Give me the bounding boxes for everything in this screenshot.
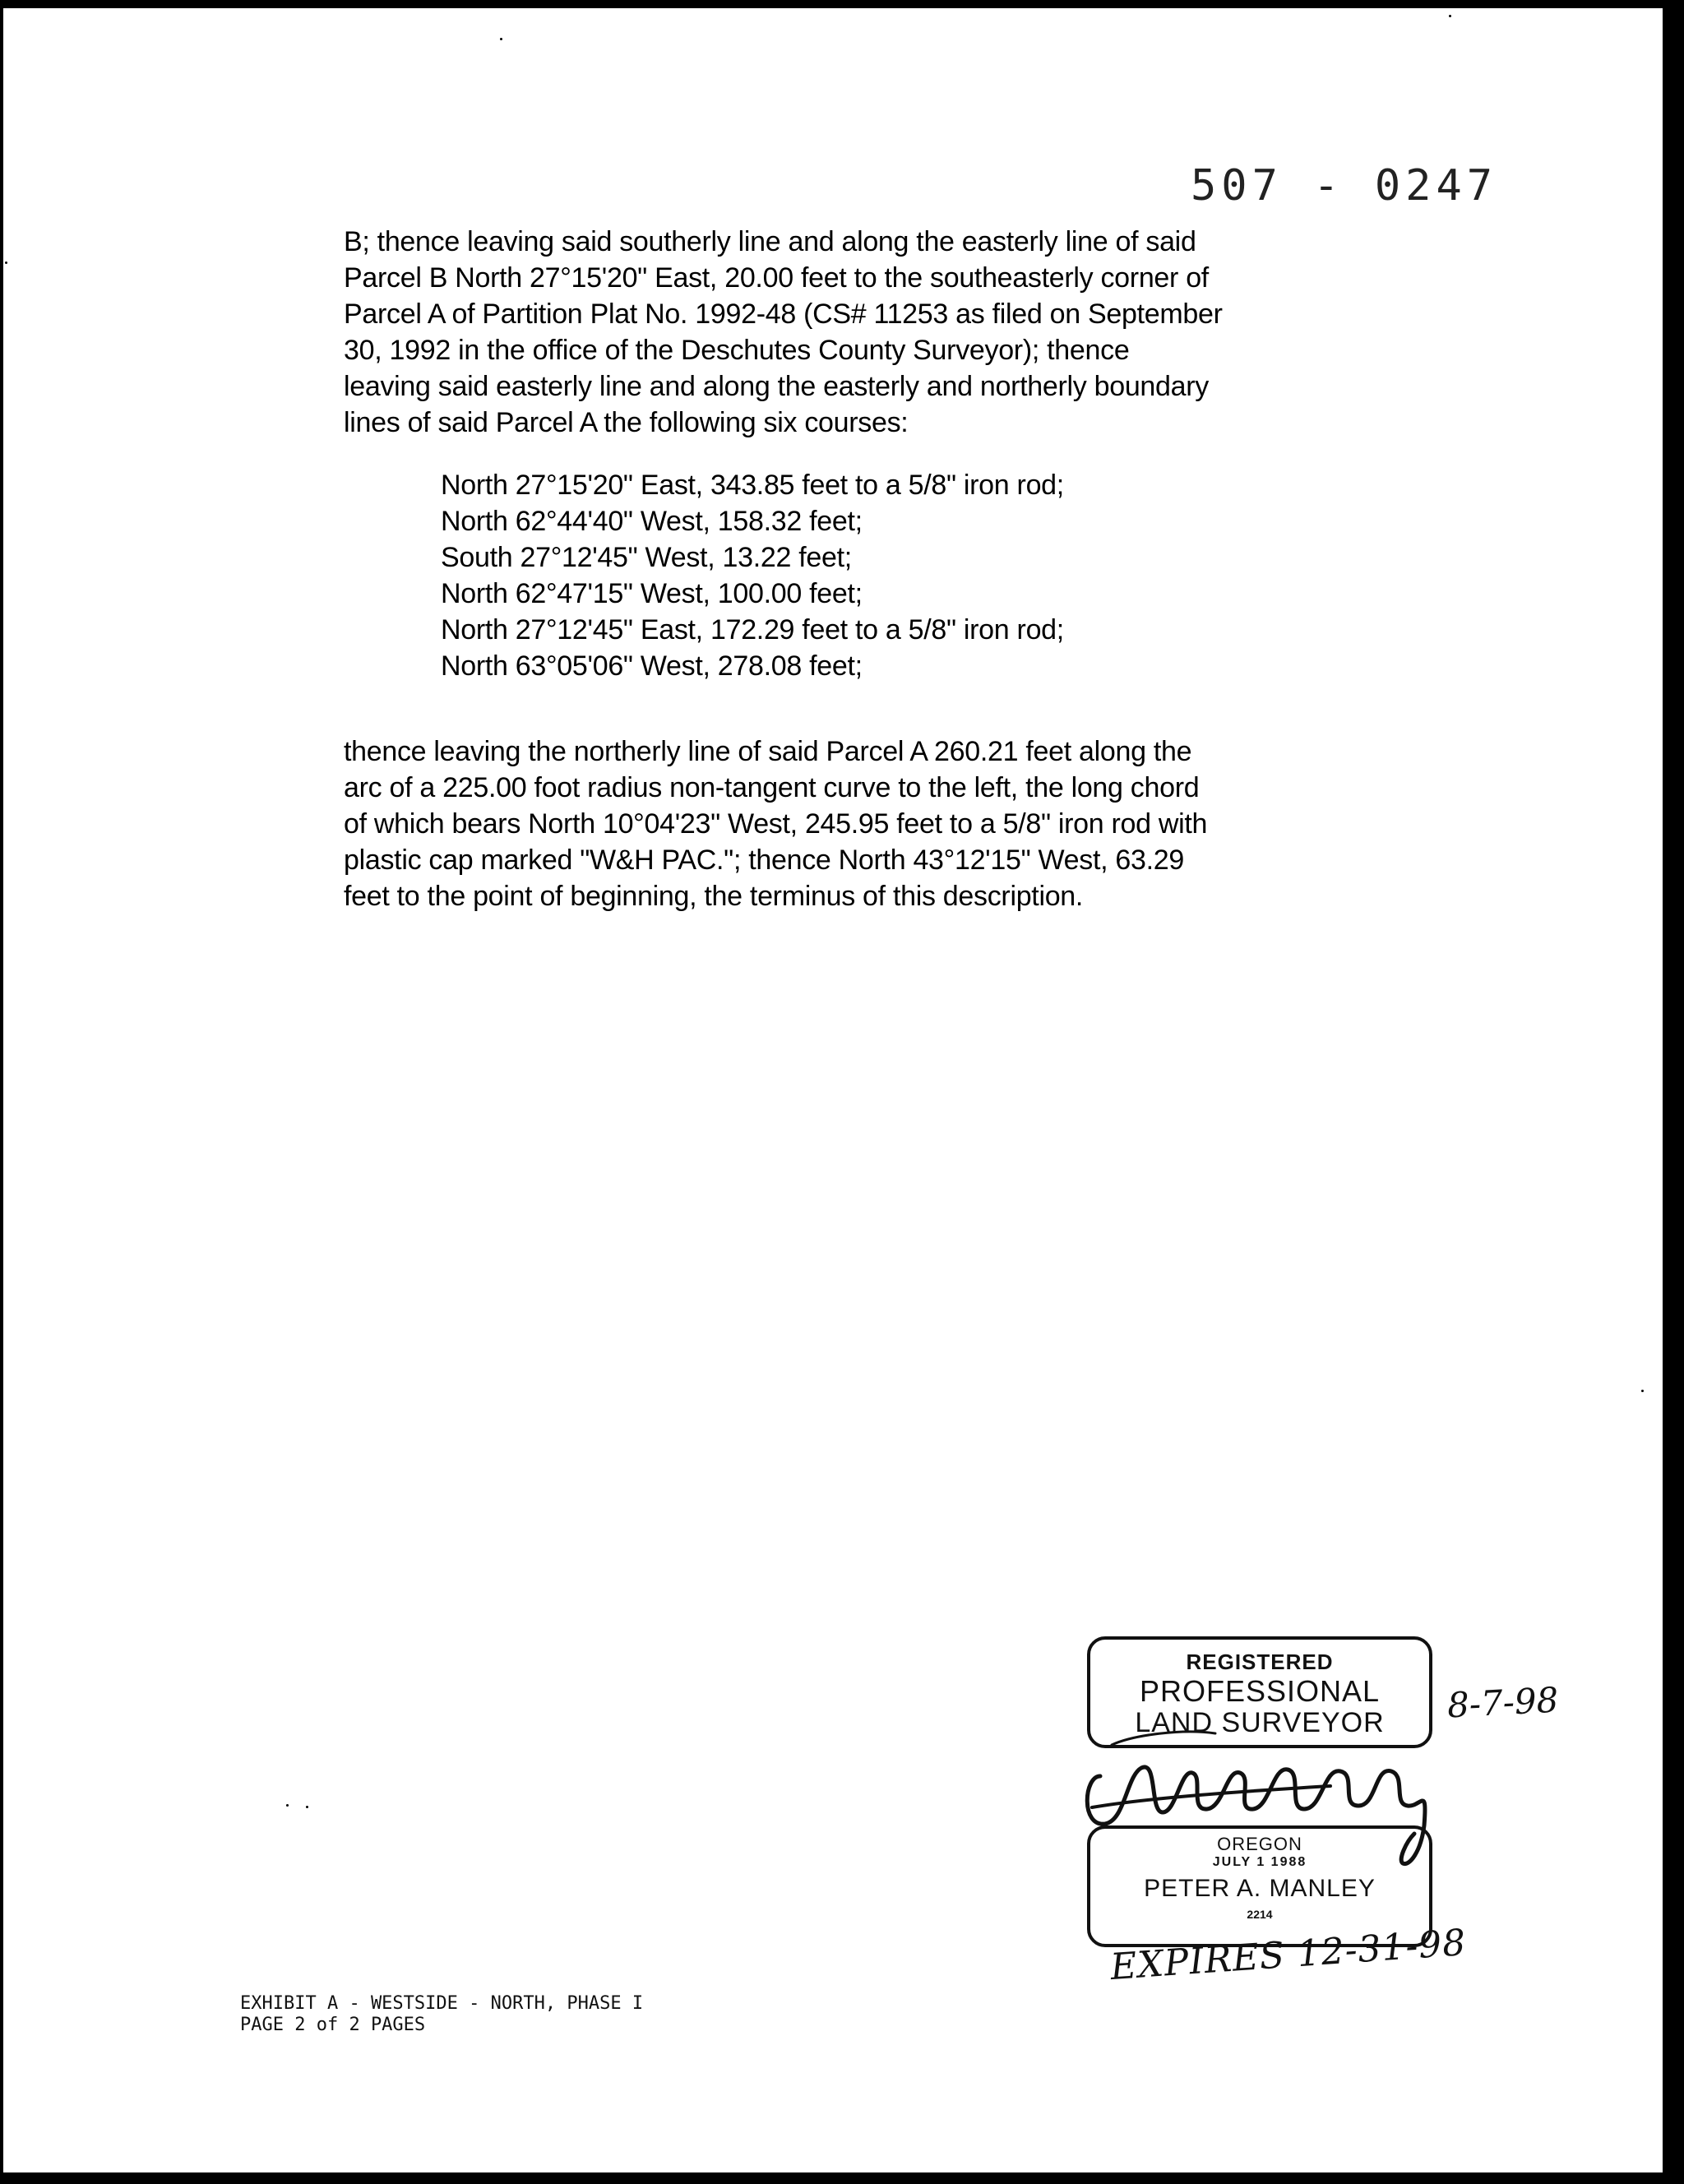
handwritten-date: 8-7-98: [1446, 1679, 1560, 1726]
surveyor-stamp: [1084, 1636, 1429, 1947]
scan-border-left: [0, 0, 3, 2184]
text-line: B; thence leaving said southerly line and along the easterly line of said: [344, 226, 1196, 257]
text-line: thence leaving the northerly line of said Parcel A 260.21 feet along the: [344, 736, 1192, 767]
course-line: North 27°12'45" East, 172.29 feet to a 5/8" iron rod;: [441, 614, 1064, 645]
stamp-license-number: 2214: [1247, 1908, 1273, 1921]
stamp-name: PETER A. MANLEY: [1144, 1875, 1376, 1902]
footer-page-line: PAGE 2 of 2 PAGES: [240, 2015, 426, 2035]
stamp-land-surveyor: LAND SURVEYOR: [1135, 1707, 1385, 1738]
text-line: arc of a 225.00 foot radius non-tangent curve to the left, the long chord: [344, 772, 1200, 803]
document-number: 507 - 0247: [1191, 161, 1498, 211]
text-line: leaving said easterly line and along the easterly and northerly boundary: [344, 371, 1209, 402]
stamp-state: OREGON: [1217, 1834, 1302, 1854]
scan-border-bottom: [0, 2172, 1684, 2184]
stamp-registered: REGISTERED: [1186, 1650, 1334, 1674]
scan-border-top: [0, 0, 1684, 8]
course-line: North 27°15'20" East, 343.85 feet to a 5/8" iron rod;: [441, 470, 1064, 501]
scan-speck: [286, 1804, 289, 1807]
scan-speck: [5, 261, 7, 264]
course-line: North 62°44'40" West, 158.32 feet;: [441, 506, 863, 537]
scan-speck: [500, 38, 502, 40]
text-line: feet to the point of beginning, the terminus of this description.: [344, 881, 1084, 912]
courses-list: [441, 467, 1427, 684]
course-line: North 63°05'06" West, 278.08 feet;: [441, 650, 863, 682]
description-paragraph-2: [344, 733, 1330, 914]
stamp-professional: PROFESSIONAL: [1139, 1674, 1381, 1708]
text-line: Parcel A of Partition Plat No. 1992-48 (CS# 11253 as filed on September: [344, 298, 1223, 330]
exhibit-footer: [240, 1993, 643, 2036]
scan-speck: [1641, 1390, 1644, 1392]
text-line: lines of said Parcel A the following six courses:: [344, 407, 909, 438]
footer-exhibit-line: EXHIBIT A - WESTSIDE - NORTH, PHASE I: [240, 1993, 644, 2014]
text-line: of which bears North 10°04'23" West, 245.95 feet to a 5/8" iron rod with: [344, 808, 1208, 840]
course-line: North 62°47'15" West, 100.00 feet;: [441, 578, 863, 609]
course-line: South 27°12'45" West, 13.22 feet;: [441, 542, 852, 573]
signature: [1084, 1636, 1437, 1949]
text-line: 30, 1992 in the office of the Deschutes County Surveyor); thence: [344, 335, 1130, 366]
text-line: plastic cap marked "W&H PAC."; thence North 43°12'15" West, 63.29: [344, 844, 1185, 876]
scan-speck: [1449, 15, 1451, 17]
scan-border-right: [1663, 0, 1684, 2184]
stamp-date: JULY 1 1988: [1212, 1855, 1307, 1869]
text-line: Parcel B North 27°15'20" East, 20.00 feet to the southeasterly corner of: [344, 262, 1209, 294]
scan-speck: [306, 1806, 308, 1808]
handwritten-expiration: EXPIRES 12-31-98: [1108, 1921, 1468, 1989]
description-paragraph-1: [344, 224, 1330, 441]
